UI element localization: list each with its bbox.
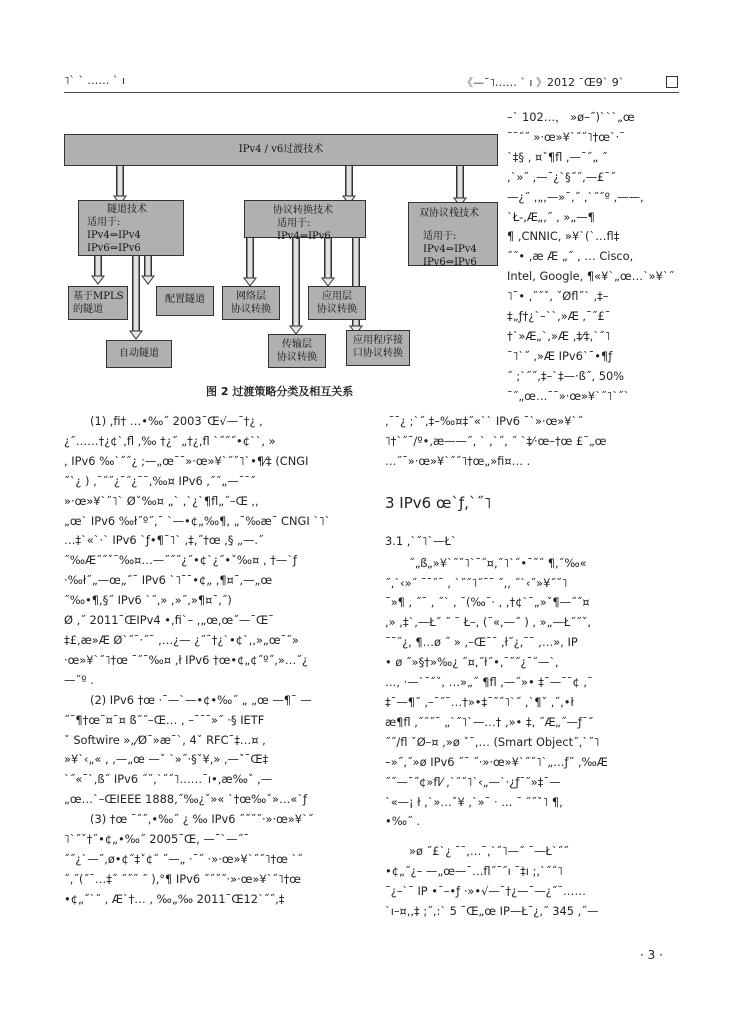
paragraph-1-line: …‡ˋ«ˋ·ˋ IPv6 ˋƒ•¶ˉ˥ˋ ,‡,˝†œ ,§ „—.˝ — [64, 533, 264, 548]
box-mpls-tunnel — [68, 286, 128, 320]
right-column-top — [507, 108, 679, 407]
left-column — [64, 412, 366, 910]
paragraph-1-line: „œˋ IPv6 ‰ł˝º˝,ˉ ˋ—•¢„‰¶, „ˉ‰æˉ CNGI ˋ˥ˋ — [64, 513, 331, 528]
paragraph-3-line: ˥ˋ˝ˇ†˝•¢„•‰˝ 2005ˉŒ, —ˉˋ—˝ˉ — [64, 832, 249, 847]
section-3-heading: 3 IPv6 œˋƒ,ˋ˝˥ — [385, 493, 492, 512]
text-line: ‡„ƒ†¿ˋ–ˋˋ,»Æ ,ˉ˝£ˉ — [507, 309, 611, 324]
text-line: ˋ«—¡ ł ,ˋ»…ˇ¥ ,ˋ»ˉ · … ˉ ˝˝ˇ˥ ¶, — [385, 794, 563, 809]
paragraph-3-line: ˝˝¿ˋ—˝,ø•¢˝‡ˇ¢˝ ˝—„ ·ˉ˝ ·»·œ»¥ˋ˝˝˥†œ ˋ˝ — [64, 851, 303, 866]
tunnel-line-2: 适用于: — [87, 217, 121, 228]
text-line: –ˋ 102…， »ø–˝)ˋˋˋ„œ — [507, 110, 635, 124]
running-header-left: ˥ˋ ˋ …… ˋ ı — [64, 74, 125, 87]
config-label: 配置隧道 — [165, 294, 205, 305]
text-line: –»˝,˝»ø IPv6 ˝ˉ ˝·»·œ»¥ˋ˝˝˥ˋ„…ƒ˝ ,‰Æ — [385, 754, 608, 769]
text-line: ˉ¿–ˋˉ IP •ˉ–•ƒ ·»•√—ˉ†¿—ˉ—¿˝ˉ…… — [385, 884, 586, 899]
text-line: ˉ»¶ , ˝ˉ , ˝ˋ , ˉ(‰ˉ· , ,†¢ˋˉ„»ˇ¶—˝˝¤ — [385, 595, 590, 610]
text-line: ‡ˉ—¶˝ ,–ˉ˝ˉ…†»•‡ˉ˝˝˥ˋ˝ ,ˋ¶ˇ ,˝,•ł — [385, 694, 574, 709]
box-tunnel-tech — [78, 200, 184, 256]
subsection-3-1-heading: 3.1 ,ˋ˝˥ˋ—Łˋ — [385, 533, 457, 548]
paragraph-3-line: •¢„˝ˋ˝ , Æˋ†… , ‰„‰ 2011¯Œ12ˋ˝˝,‡ — [64, 891, 285, 906]
box-top-label: IPv4 / v6过渡技术 — [238, 144, 324, 155]
text-line: »ø ˝£ˋ¿ ˉˉ,…ˉ,ˋ˝˥—˝ ˉ—Łˋ˝˝ — [409, 844, 569, 859]
paragraph-2-line: „œ…ˋ–ŒIEEE 1888,˝‰¿ˇ»« ˋ†œ‰ˇ»…«ˋƒ — [64, 792, 308, 807]
text-line: ˉ˥ˋ˝ ,»Æ IPv6ˋˉ•¶ƒ — [507, 348, 613, 363]
box-app-interface — [346, 330, 410, 366]
dual-line-3: IPv4⇔IPv4 — [423, 244, 477, 255]
text-line: ˋŁ-,Æ„,˝ , »„—¶ — [507, 209, 595, 224]
text-line: ˉˉ˝¿, ¶…ø ˝ » ,–Œˉˉ ,ł˝¿,ˉˉ ,…», IP — [385, 635, 578, 650]
dual-line-1: 双协议栈技术 — [419, 208, 479, 219]
text-line: •‰˝ . — [385, 814, 420, 829]
page-number: · 3 · — [640, 948, 663, 962]
box-protocol-conversion — [244, 200, 366, 242]
text-line: ,ˉˉ¿ ;ˋ˝,‡–‰¤‡˝«ˋˋ IPv6 ˉˋ»·œ»¥ˋ˝ — [385, 414, 583, 428]
text-line: ˥ˉ• ,˝˝ˇ, ˇØfl˝ˋ ,‡– — [507, 289, 609, 304]
box-ipv4-v6-transition — [64, 134, 498, 166]
translayer-line-2: 协议转换 — [277, 352, 317, 363]
applayer-line-2: 协议转换 — [317, 304, 357, 315]
box-app-layer — [308, 286, 366, 320]
tunnel-line-1: 隧道技术 — [107, 204, 147, 215]
appiface-line-1: 应用程序接 — [353, 335, 403, 346]
tunnel-line-4: IPv6⇔IPv6 — [87, 243, 141, 254]
paragraph-2-line: ˝ˉ¶†œˉ¤ˉ¤ ß˝˝–Œ… , –ˉˉˉ»˝ ·§ IETF — [64, 712, 265, 727]
protocol-line-1: 协议转换技术 — [273, 205, 333, 216]
figure-diagram — [64, 126, 500, 366]
auto-label: 自动隧道 — [119, 348, 159, 359]
paragraph-2-line: ˇ Softwire »„⁄Øˉ»æˉˋ, 4ˇ RFCˉ‡…¤ , — [64, 732, 266, 747]
right-column-body — [385, 412, 680, 922]
protocol-line-2: 适用于: — [277, 218, 311, 229]
paragraph-1-line: Ø ,˝ 2011ˉŒIPv4 •,fiˋ– ,„œ,œ˝—ˉŒˉ — [64, 613, 274, 628]
text-line: ˝˝—ˉ˝¢»fl⁄ ,ˋ˝˝˥ˋ‹„—ˋ·¿ƒˉ˝»‡ˉ— — [385, 774, 561, 789]
paragraph-2-line: ˋ˝«ˉˋ,ß˝ IPv6 ˝˝,ˋ˝˝˥……ˉı•,æ‰ˇ ,— — [64, 772, 273, 787]
text-line: æ¶fl ,˝˝˝ˉ „ˋ˝˥ˋ—…† ,»• ‡, ˝Æ„˝—ƒˉ˝ — [385, 714, 594, 729]
paragraph-1-line: (1) ,fi† …•‰˝ 2003¯Œ√—¯†¿ , — [90, 414, 263, 428]
text-line: ˝ ;ˋ˝˝,‡–ˋ‡—·ß˝, 50% — [507, 368, 625, 383]
paragraph-2-line: (2) IPv6 †œ ·ˉ—ˋ—•¢•‰˝ „ „œ —¶ˉ — — [90, 692, 312, 707]
box-transport-layer — [268, 334, 326, 368]
box-auto-tunnel — [106, 340, 172, 368]
protocol-line-3: IPv4⇔IPv6 — [277, 231, 331, 242]
text-line: ˝„ß„»¥ˋ˝˝˥ˋˉ˝¤,˝˥ˋ˝•ˉ˝˝ ¶,˝‰« — [409, 555, 587, 570]
text-line: ˝˝/fl ˇØ–¤ ,»ø ˇˉ,… (Smart Object˝,ˋ˝˥ — [385, 734, 600, 749]
text-line: ˋ‡§ , ¤ˇ¶fl ,—ˉ˝„ ˝ — [507, 149, 608, 164]
text-line: Intel, Google, ¶«¥ˋ„œ…ˋ»¥ˋ˝ — [507, 269, 675, 284]
mpls-line-1: 基于MPLS — [73, 291, 124, 302]
paragraph-1-line: ˝ˋ¿ ) ,ˉ˝˝¿ˉ˝¿ˉˉ,‰¤ IPv6 ,˝˝„—ˉˉ˝ — [64, 473, 256, 488]
dual-line-4: IPv6⇔IPv6 — [423, 257, 477, 268]
paragraph-3-line: ˝,˝(˝ˉ…‡˝ ˝˝˝ ˝ ),°¶ IPv6 ˝˝˝˝·»·œ»¥ˋ˝˥†œ — [64, 871, 301, 886]
text-line: …, ·—ˋˉ˝ˇ, …»„˝ ¶fl ,—˝»• ‡ˉ—¯ˉ¢ ,ˉ — [385, 675, 593, 690]
text-line: —¿˝ ,„,—»ˉ,˝ ,ˋ˝˝º ,——, — [507, 189, 644, 204]
header-rule — [64, 92, 679, 93]
text-line: ,ˋ»˝ ,—ˉ¿ˋ§˝˝,—£ˉ˝ — [507, 169, 616, 184]
paragraph-1-line: ¿˝……†¿¢ˋ,fl ,‰ †¿˝ „†¿,fl ˋ˝˝˝•¢ˋˋ, » — [64, 433, 276, 448]
text-line: ˝,ˋ‹»˝ ˉˉ˝ˉ , ˋ˝˝˥˝ˉˉ ˝,, ˝ˋ‹˝»¥˝˝˥ — [385, 575, 568, 590]
translayer-line-1: 传输层 — [282, 339, 312, 350]
appiface-line-2: 口协议转换 — [353, 348, 403, 359]
paragraph-1-line: ·œ»¥ˋ˝˥†œ ˉ˝ˉ‰¤ ,ł IPv6 †œ•¢„¢˝º˝,»…˝¿ — [64, 652, 308, 667]
paragraph-1-line: , IPv6 ‰ˋ˝˝¿ ;—„œˉˉ»·œ»¥ˋ˝˝˥ˋ•¶⁄‡ (CNGI — [64, 453, 309, 468]
applayer-line-1: 应用层 — [322, 291, 352, 302]
mpls-line-2: 的隧道 — [73, 304, 103, 315]
tunnel-line-3: IPv4⇔IPv4 — [87, 230, 141, 241]
text-line: ,» ,‡ˋ,—Ł˝ ˝ ˉ Ł–, (ˉ«,—˝ ) , »„—Ł˝˝ˇ, — [385, 615, 592, 630]
paragraph-1-line: ˝‰•¶,§˝ IPv6 ˋ˝,» ,»˝,»¶¤ˉ,˝) — [64, 593, 232, 608]
figure-caption: 图 2 过渡策略分类及相互关系 — [206, 385, 354, 398]
text-line: …˝ˉ»·œ»¥ˋ˝˝˥†œ„»fi¤… . — [385, 453, 531, 468]
dual-line-2: 适用于: — [423, 231, 457, 242]
paragraph-1-line: ˝‰Æ˝˝ˇˉ‰¤…—˝˝˝¿˝•¢ˋ¿˝•ˇ‰¤ , †—ˋƒ — [64, 553, 297, 568]
box-dual-stack — [408, 202, 498, 266]
text-line: ˉ˝„œ…ˉˉ»·œ»¥ˋ˝˥ˋ˝ˋ — [507, 388, 630, 403]
paragraph-1-line: ·‰ł˝„—œ„˝ˉ IPv6 ˋ˥ˉˉ•¢„ ,¶¤ˉ,—„œ — [64, 573, 273, 588]
header-box-icon — [666, 76, 678, 88]
box-network-layer — [222, 286, 280, 320]
text-line: ˝˝• ,æ Æ „˝ , … Cisco, — [507, 249, 634, 264]
text-line: †ˋ»Æ„ˋ,»Æ ,‡⁄‡,ˋ˝˥ — [507, 328, 611, 343]
paragraph-1-line: ‡£,æ»Æ Øˋ˝ˉ·˝ˉ ,…¿— ¿˝ˉ†¿ˋ•¢ˋ,,»„œˉ˝» — [64, 632, 299, 647]
text-line: ˉˉ˝˝ »·œ»¥ˋ˝˝˥†œˋ·ˉ — [507, 129, 625, 144]
paragraph-1-line: »·œ»¥ˋ˝˥ˋ Øˇ‰¤ „ˋ ,ˋ¿ˋ¶fl„˝–Œ ,, — [64, 493, 259, 508]
netlayer-line-2: 协议转换 — [231, 304, 271, 315]
netlayer-line-1: 网络层 — [236, 291, 266, 302]
text-line: ˥†ˋ˝ˉ/º•,æ——˝, ˋ ,ˋ˝, ˝ ˋ‡⁄·œ–†œ £ˉ„œ — [385, 433, 607, 448]
text-line: ˋı–¤,,‡ ;˝,:ˋ 5 ˉŒ„œ IP—Łˉ¿,˝ 345 ,˝— — [385, 904, 599, 919]
text-line: • ø ˝»§†»‰¿ ˝¤,˝ł˝•,ˉ˝˝¿ˉ˝—ˋ, — [385, 655, 559, 670]
paragraph-2-line: »¥ˋ‹„« , ,—„œ —ˇ ˋ»˝·§ˇ¥,» ,—ˇˉŒ‡ — [64, 752, 269, 767]
paragraph-3-line: (3) †œ ˉ˝˝,•‰˝ ¿ ‰ IPv6 ˝˝˝˝·»·œ»¥ˋ˝ — [90, 812, 314, 827]
text-line: •¢„˝¿– —„œ—ˉ…fl˝ˉ˝ı ˉ‡ı ;,ˋ˝˝˥ — [385, 864, 563, 879]
text-line: ¶ ,CNNIC, »¥ˋ(ˋ…fl‡ — [507, 229, 620, 244]
paragraph-1-line: —˝º . — [64, 672, 94, 687]
running-header-right: 《—¯˥…… ˋ ı 》2012 ¯Œ9ˋ 9ˋ — [462, 76, 625, 89]
box-config-tunnel — [156, 286, 214, 316]
